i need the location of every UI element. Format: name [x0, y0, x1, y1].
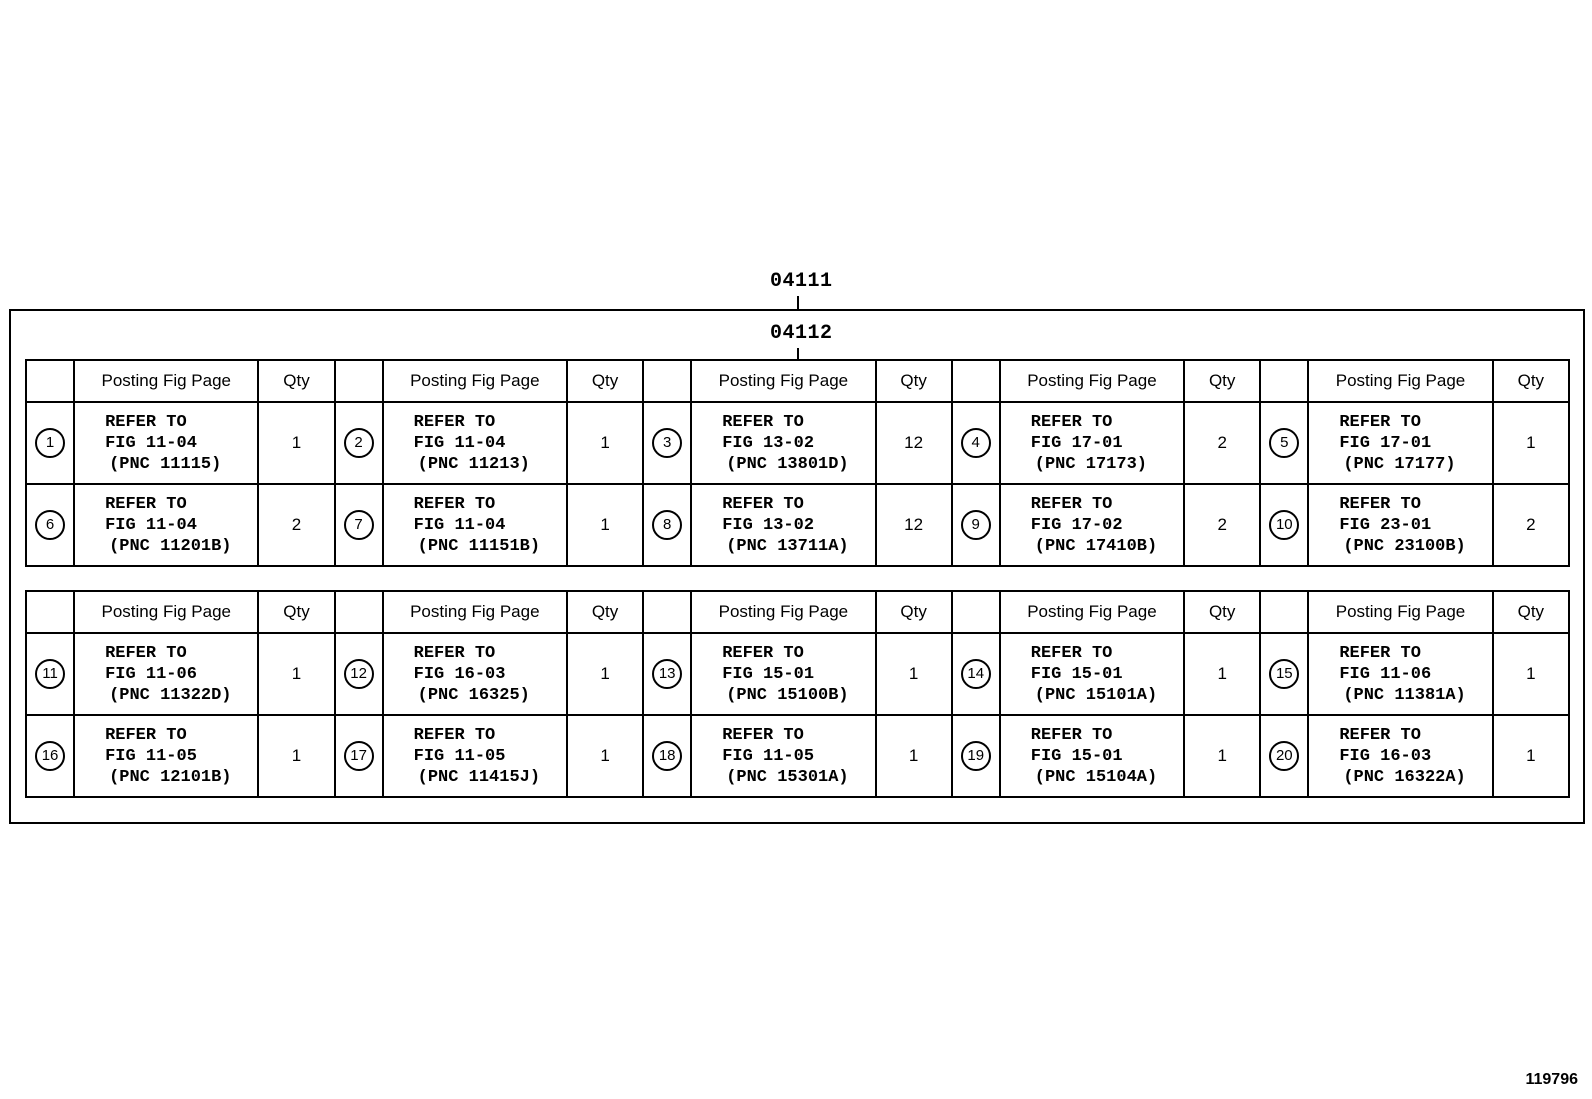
figure-reference: FIG 23-01: [1339, 515, 1432, 535]
reference-cell: [383, 402, 567, 484]
quantity-cell: 2: [1184, 402, 1260, 484]
callout-number: 4: [961, 428, 991, 458]
callout-number-cell: [26, 402, 74, 484]
reference-cell: [383, 715, 567, 797]
top-part-code: 04111: [770, 270, 833, 293]
header-qty: Qty: [876, 360, 952, 402]
callout-number-cell: [1260, 484, 1308, 566]
header-blank-cell: [26, 591, 74, 633]
quantity-cell: 1: [567, 402, 643, 484]
callout-number-cell: [643, 484, 691, 566]
refer-to-text: REFER TO: [105, 643, 187, 663]
callout-number: 17: [344, 741, 374, 771]
callout-number-cell: [952, 402, 1000, 484]
quantity-cell: 2: [1184, 484, 1260, 566]
reference-cell: [1308, 484, 1492, 566]
quantity-cell: 1: [1493, 715, 1569, 797]
figure-reference: FIG 11-06: [1339, 664, 1432, 684]
refer-to-text: REFER TO: [722, 412, 804, 432]
callout-number-cell: [952, 715, 1000, 797]
reference-cell: [383, 633, 567, 715]
refer-to-text: REFER TO: [413, 494, 496, 514]
header-blank-cell: [952, 360, 1000, 402]
refer-to-text: REFER TO: [105, 412, 187, 432]
sub-part-code: 04112: [770, 322, 833, 345]
pnc-reference: (PNC 12101B): [109, 767, 232, 787]
refer-to-text: REFER TO: [105, 725, 187, 745]
quantity-cell: 1: [1184, 715, 1260, 797]
quantity-cell: 1: [876, 633, 952, 715]
figure-reference: FIG 11-05: [722, 746, 815, 766]
callout-number: 14: [961, 659, 991, 689]
pnc-reference: (PNC 15301A): [726, 767, 849, 787]
reference-cell: [691, 633, 875, 715]
callout-number: 19: [961, 741, 991, 771]
pnc-reference: (PNC 15101A): [1034, 685, 1158, 705]
header-qty: Qty: [1493, 360, 1569, 402]
callout-number-cell: [643, 633, 691, 715]
parts-table-lower: [25, 590, 1570, 798]
quantity-cell: 1: [258, 402, 334, 484]
callout-number: 3: [652, 428, 682, 458]
callout-number: 6: [35, 510, 65, 540]
header-blank-cell: [335, 360, 383, 402]
callout-number-cell: [26, 484, 74, 566]
reference-cell: [1308, 633, 1492, 715]
refer-to-text: REFER TO: [1030, 412, 1113, 432]
header-qty: Qty: [876, 591, 952, 633]
callout-number-cell: [1260, 715, 1308, 797]
header-qty: Qty: [258, 591, 334, 633]
figure-reference: FIG 16-03: [1339, 746, 1432, 766]
header-posting-fig-page: Posting Fig Page: [1308, 591, 1492, 633]
header-posting-fig-page: Posting Fig Page: [1000, 360, 1184, 402]
quantity-cell: 2: [258, 484, 334, 566]
header-qty: Qty: [567, 591, 643, 633]
callout-number: 18: [652, 741, 682, 771]
reference-cell: [74, 633, 258, 715]
reference-cell: [74, 402, 258, 484]
callout-number-cell: [1260, 402, 1308, 484]
pnc-reference: (PNC 11213): [417, 454, 530, 474]
callout-number: 16: [35, 741, 65, 771]
quantity-cell: 1: [258, 633, 334, 715]
callout-number-cell: [26, 715, 74, 797]
header-qty: Qty: [567, 360, 643, 402]
refer-to-text: REFER TO: [1339, 494, 1421, 514]
callout-number-cell: [26, 633, 74, 715]
header-blank-cell: [952, 591, 1000, 633]
callout-number: 7: [344, 510, 374, 540]
header-posting-fig-page: Posting Fig Page: [383, 360, 567, 402]
pnc-reference: (PNC 13711A): [726, 536, 849, 556]
figure-reference: FIG 11-06: [105, 664, 197, 684]
pnc-reference: (PNC 11201B): [109, 536, 232, 556]
quantity-cell: 1: [876, 715, 952, 797]
callout-number: 5: [1269, 428, 1299, 458]
refer-to-text: REFER TO: [1030, 725, 1113, 745]
top-leader-line: [797, 296, 799, 310]
callout-number: 9: [961, 510, 991, 540]
callout-number-cell: [643, 402, 691, 484]
pnc-reference: (PNC 15100B): [726, 685, 849, 705]
figure-reference: FIG 15-01: [1030, 664, 1123, 684]
quantity-cell: 2: [1493, 484, 1569, 566]
quantity-cell: 1: [1493, 633, 1569, 715]
pnc-reference: (PNC 16322A): [1343, 767, 1466, 787]
table-row: [26, 633, 1569, 715]
pnc-reference: (PNC 13801D): [726, 454, 849, 474]
reference-cell: [1000, 633, 1184, 715]
refer-to-text: REFER TO: [105, 494, 187, 514]
reference-cell: [1000, 402, 1184, 484]
header-blank-cell: [335, 591, 383, 633]
header-blank-cell: [643, 591, 691, 633]
figure-reference: FIG 11-04: [105, 433, 197, 453]
pnc-reference: (PNC 17410B): [1034, 536, 1158, 556]
figure-reference: FIG 11-05: [413, 746, 506, 766]
reference-cell: [74, 715, 258, 797]
quantity-cell: 1: [567, 715, 643, 797]
figure-reference: FIG 17-02: [1030, 515, 1123, 535]
figure-reference: FIG 13-02: [722, 515, 815, 535]
pnc-reference: (PNC 11115): [109, 454, 222, 474]
callout-number-cell: [335, 633, 383, 715]
header-qty: Qty: [1493, 591, 1569, 633]
quantity-cell: 12: [876, 402, 952, 484]
table-row: [26, 484, 1569, 566]
figure-reference: FIG 17-01: [1339, 433, 1432, 453]
figure-reference: FIG 11-04: [413, 433, 506, 453]
header-posting-fig-page: Posting Fig Page: [691, 591, 875, 633]
callout-number: 11: [35, 659, 65, 689]
quantity-cell: 12: [876, 484, 952, 566]
pnc-reference: (PNC 11322D): [109, 685, 232, 705]
quantity-cell: 1: [567, 484, 643, 566]
header-posting-fig-page: Posting Fig Page: [1308, 360, 1492, 402]
refer-to-text: REFER TO: [413, 643, 496, 663]
callout-number: 12: [344, 659, 374, 689]
callout-number-cell: [335, 715, 383, 797]
callout-number-cell: [952, 484, 1000, 566]
header-qty: Qty: [1184, 591, 1260, 633]
header-blank-cell: [1260, 591, 1308, 633]
header-posting-fig-page: Posting Fig Page: [383, 591, 567, 633]
figure-reference: FIG 16-03: [413, 664, 506, 684]
callout-number-cell: [335, 484, 383, 566]
refer-to-text: REFER TO: [1339, 725, 1421, 745]
reference-cell: [383, 484, 567, 566]
quantity-cell: 1: [1493, 402, 1569, 484]
table-row: [26, 402, 1569, 484]
callout-number: 1: [35, 428, 65, 458]
figure-reference: FIG 17-01: [1030, 433, 1123, 453]
reference-cell: [691, 402, 875, 484]
refer-to-text: REFER TO: [722, 494, 804, 514]
figure-reference: FIG 11-04: [413, 515, 506, 535]
callout-number-cell: [643, 715, 691, 797]
header-posting-fig-page: Posting Fig Page: [1000, 591, 1184, 633]
figure-reference: FIG 13-02: [722, 433, 815, 453]
reference-cell: [74, 484, 258, 566]
figure-reference: FIG 11-05: [105, 746, 197, 766]
refer-to-text: REFER TO: [413, 412, 496, 432]
pnc-reference: (PNC 17177): [1343, 454, 1456, 474]
callout-number: 15: [1269, 659, 1299, 689]
callout-number-cell: [952, 633, 1000, 715]
quantity-cell: 1: [258, 715, 334, 797]
figure-reference: FIG 15-01: [722, 664, 815, 684]
reference-cell: [1308, 402, 1492, 484]
callout-number-cell: [1260, 633, 1308, 715]
drawing-number: 119796: [1525, 1071, 1578, 1088]
callout-number: 8: [652, 510, 682, 540]
header-posting-fig-page: Posting Fig Page: [691, 360, 875, 402]
quantity-cell: 1: [567, 633, 643, 715]
refer-to-text: REFER TO: [1030, 494, 1113, 514]
figure-reference: FIG 15-01: [1030, 746, 1123, 766]
figure-reference: FIG 11-04: [105, 515, 197, 535]
pnc-reference: (PNC 23100B): [1343, 536, 1466, 556]
header-qty: Qty: [258, 360, 334, 402]
refer-to-text: REFER TO: [413, 725, 496, 745]
callout-number: 10: [1269, 510, 1299, 540]
reference-cell: [1308, 715, 1492, 797]
reference-cell: [691, 715, 875, 797]
parts-table-upper: [25, 359, 1570, 567]
callout-number: 13: [652, 659, 682, 689]
callout-number-cell: [335, 402, 383, 484]
table-row: [26, 715, 1569, 797]
header-posting-fig-page: Posting Fig Page: [74, 591, 258, 633]
header-posting-fig-page: Posting Fig Page: [74, 360, 258, 402]
header-qty: Qty: [1184, 360, 1260, 402]
refer-to-text: REFER TO: [1339, 643, 1421, 663]
refer-to-text: REFER TO: [1339, 412, 1421, 432]
refer-to-text: REFER TO: [1030, 643, 1113, 663]
reference-cell: [1000, 484, 1184, 566]
pnc-reference: (PNC 16325): [417, 685, 530, 705]
refer-to-text: REFER TO: [722, 643, 804, 663]
callout-number: 2: [344, 428, 374, 458]
reference-cell: [691, 484, 875, 566]
pnc-reference: (PNC 11381A): [1343, 685, 1466, 705]
refer-to-text: REFER TO: [722, 725, 804, 745]
pnc-reference: (PNC 11151B): [417, 536, 541, 556]
pnc-reference: (PNC 11415J): [417, 767, 541, 787]
header-blank-cell: [1260, 360, 1308, 402]
callout-number: 20: [1269, 741, 1299, 771]
pnc-reference: (PNC 17173): [1034, 454, 1147, 474]
table-header-row: [26, 591, 1569, 633]
reference-cell: [1000, 715, 1184, 797]
quantity-cell: 1: [1184, 633, 1260, 715]
header-blank-cell: [643, 360, 691, 402]
table-header-row: [26, 360, 1569, 402]
pnc-reference: (PNC 15104A): [1034, 767, 1158, 787]
header-blank-cell: [26, 360, 74, 402]
